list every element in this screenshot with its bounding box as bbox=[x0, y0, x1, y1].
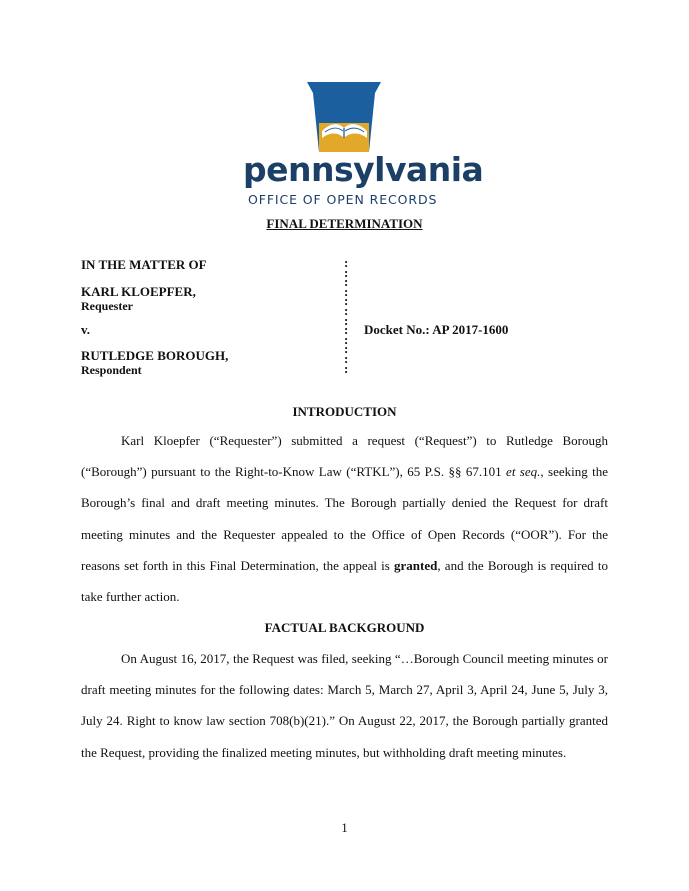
logo-wordmark: pennsylvania bbox=[243, 150, 484, 189]
intro-text-1: Karl Kloepfer (“Requester”) submitted a request (“Request”) to Rutledge Borough (“Borough”) pursuant to the Right-to-Know Law (“RTKL”), 65 P.S. §§ 67.101 bbox=[81, 433, 608, 480]
factual-paragraph: On August 16, 2017, the Request was filed, seeking “…Borough Council meeting minutes or draft meeting minutes for the following dates: March 5, March 27, April 3, April 24, June 5, July 3, July 24. Right to know law section 708(b)(21).” On August 22, 2017, the Borough partially granted the Request, providing the finalized meeting minutes, but withholding draft meeting minutes. bbox=[81, 651, 608, 760]
caption-divider: : : : : : : : : : : : : bbox=[344, 255, 349, 376]
intro-text-2: , seeking the Borough’s final and draft meeting minutes. The Borough partially denied the Request for draft meeting minutes and the Requester appealed to the Office of Open Records (“OOR”). For the reasons set forth in this Final Determination, the appeal is bbox=[81, 464, 608, 573]
intro-bold: granted bbox=[394, 557, 438, 573]
caption-respondent bbox=[81, 349, 228, 377]
factual-heading: FACTUAL BACKGROUND bbox=[264, 620, 425, 635]
introduction-heading: INTRODUCTION bbox=[292, 404, 397, 419]
page-number: 1 bbox=[341, 820, 348, 835]
logo-subtitle: OFFICE OF OPEN RECORDS bbox=[248, 192, 438, 207]
requester-role: Requester bbox=[81, 299, 133, 313]
document-title: FINAL DETERMINATION bbox=[266, 216, 423, 231]
docket-number: Docket No.: AP 2017-1600 bbox=[364, 322, 509, 337]
keystone-logo-icon bbox=[305, 82, 383, 152]
introduction-paragraph bbox=[81, 425, 608, 612]
intro-text-3: , and the Borough is required to take further action. bbox=[81, 557, 608, 605]
caption-matter: IN THE MATTER OF bbox=[81, 257, 207, 272]
respondent-name: RUTLEDGE BOROUGH, bbox=[81, 348, 229, 363]
intro-italic: et seq. bbox=[506, 464, 541, 480]
caption-versus: v. bbox=[81, 322, 91, 337]
requester-name: KARL KLOEPFER, bbox=[81, 284, 196, 299]
respondent-role: Respondent bbox=[81, 363, 142, 377]
caption-requester bbox=[81, 285, 196, 313]
